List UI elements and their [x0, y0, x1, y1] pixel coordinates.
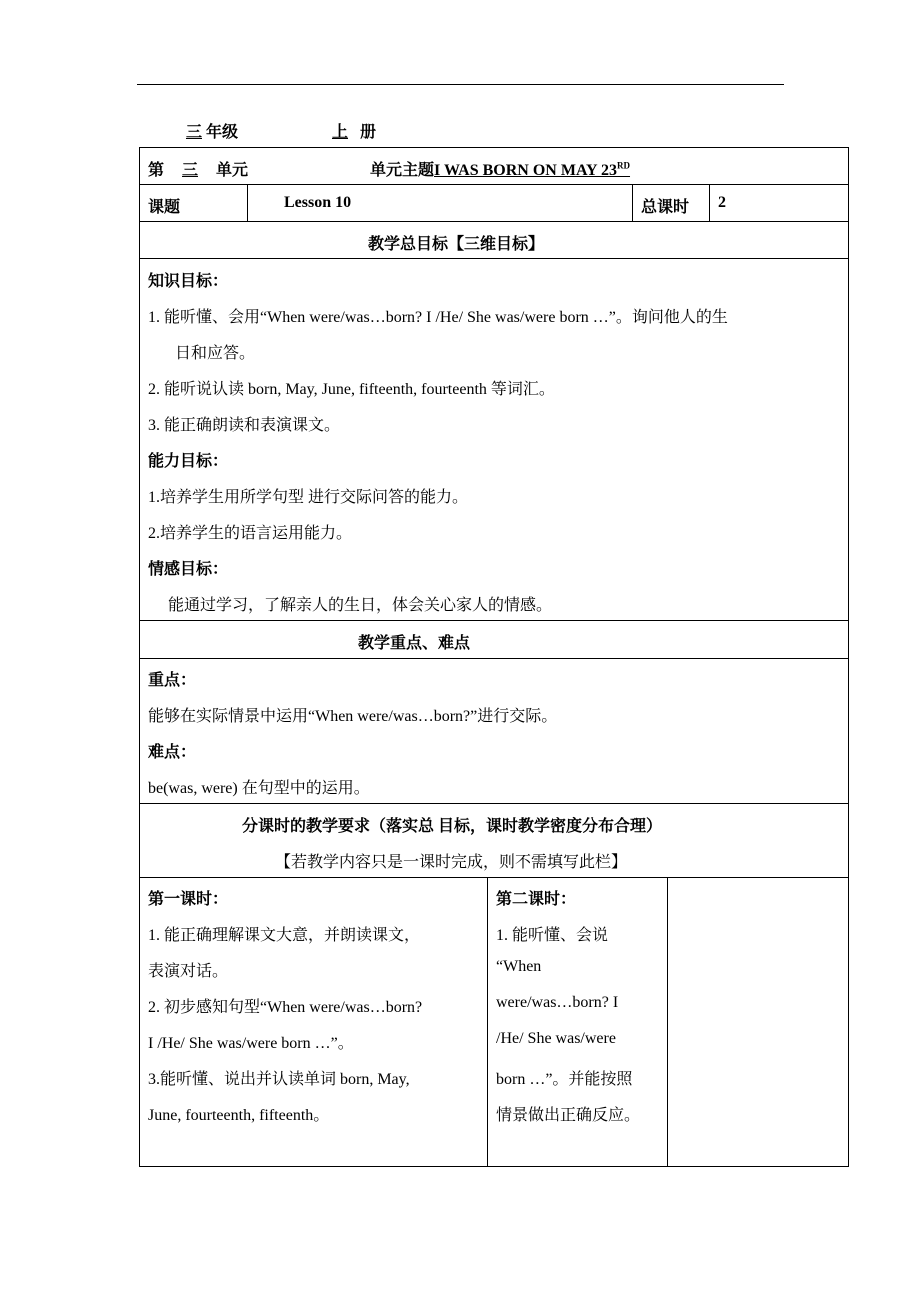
knowledge-goal-item: 2. 能听说认读 born, May, June, fifteenth, fourteenth 等词汇。	[148, 381, 555, 398]
first-lesson-item: 3.能听懂、说出并认读单词 born, May,	[148, 1071, 410, 1088]
row-divider	[139, 221, 849, 222]
first-lesson-item-cont: 表演对话。	[148, 963, 229, 980]
difficult-point-text: be(was, were) 在句型中的运用。	[148, 780, 370, 797]
second-lesson-item-cont: /He/ She was/were	[496, 1030, 616, 1047]
knowledge-goal-title: 知识目标：	[148, 273, 229, 290]
first-lesson-item-cont: I /He/ She was/were born …”。	[148, 1035, 354, 1052]
row-divider	[139, 258, 849, 259]
row-divider	[139, 803, 849, 804]
grade-volume-line	[140, 119, 376, 142]
first-lesson-item-cont: June, fourteenth, fifteenth。	[148, 1107, 330, 1124]
unit-theme-label: 单元主题	[370, 162, 435, 179]
volume-label: 册	[360, 124, 377, 141]
ability-goal-title: 能力目标：	[148, 453, 229, 470]
second-lesson-title: 第二课时：	[496, 891, 577, 908]
column-divider	[709, 184, 710, 221]
column-divider	[247, 184, 248, 221]
total-hours-value: 2	[718, 194, 726, 211]
first-lesson-title: 第一课时：	[148, 891, 229, 908]
row-divider	[139, 658, 849, 659]
unit-theme	[370, 157, 646, 180]
second-lesson-item-cont: were/was…born? I	[496, 994, 619, 1011]
ability-goal-item: 2.培养学生的语言运用能力。	[148, 525, 353, 542]
volume-number: 上	[332, 124, 349, 141]
second-lesson-item: 1. 能听懂、会说	[496, 927, 609, 944]
grade-label: 年级	[206, 124, 239, 141]
grade-number: 三	[185, 124, 202, 141]
first-lesson-item: 1. 能正确理解课文大意，并朗读课文，	[148, 927, 421, 944]
difficult-point-title: 难点：	[148, 744, 197, 761]
row-divider	[139, 620, 849, 621]
goals-heading: 教学总目标【三维目标】	[368, 236, 545, 253]
key-points-heading: 教学重点、难点	[358, 635, 471, 652]
second-lesson-item-cont: born …”。并能按照	[496, 1071, 633, 1088]
column-divider	[632, 184, 633, 221]
key-point-title: 重点：	[148, 672, 197, 689]
second-lesson-item-cont: 情景做出正确反应。	[496, 1107, 641, 1124]
per-lesson-note: 【若教学内容只是一课时完成，则不需填写此栏】	[275, 854, 628, 871]
knowledge-goal-item: 1. 能听懂、会用“When were/was…born? I /He/ She was/were born …”。询问他人的生	[148, 309, 728, 326]
total-hours-label: 总课时	[641, 199, 690, 216]
unit-theme-title: I WAS BORN ON MAY 23RD	[434, 160, 631, 179]
key-point-text: 能够在实际情景中运用“When were/was…born?”进行交际。	[148, 708, 558, 725]
knowledge-goal-item-cont: 日和应答。	[175, 345, 256, 362]
per-lesson-heading: 分课时的教学要求（落实总 目标，课时教学密度分布合理）	[242, 818, 663, 835]
unit-label: 第 三 单元	[148, 162, 249, 179]
ability-goal-item: 1.培养学生用所学句型 进行交际问答的能力。	[148, 489, 469, 506]
column-divider	[667, 877, 668, 1167]
topic-label: 课题	[148, 199, 181, 216]
header-rule	[137, 84, 784, 85]
first-lesson-item: 2. 初步感知句型“When were/was…born?	[148, 999, 423, 1016]
emotion-goal-item: 能通过学习，了解亲人的生日，体会关心家人的情感。	[168, 597, 553, 614]
knowledge-goal-item: 3. 能正确朗读和表演课文。	[148, 417, 341, 434]
row-divider	[139, 184, 849, 185]
column-divider	[487, 877, 488, 1167]
second-lesson-item-cont: “When	[496, 958, 542, 975]
row-divider	[139, 877, 849, 878]
lesson-title: Lesson 10	[284, 194, 352, 211]
emotion-goal-title: 情感目标：	[148, 561, 229, 578]
